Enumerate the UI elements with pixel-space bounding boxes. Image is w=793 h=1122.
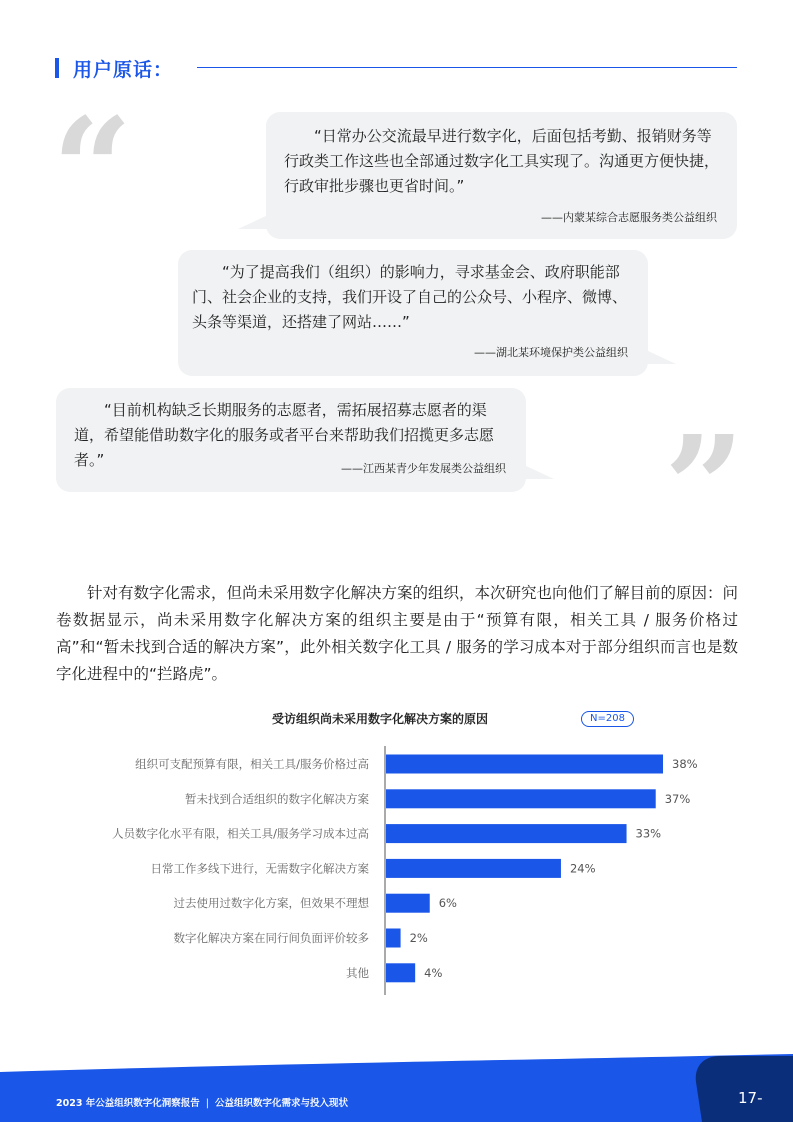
quote-source: ——江西某青少年发展类公益组织 xyxy=(341,462,506,475)
value-label: 4% xyxy=(424,965,443,980)
heading-divider xyxy=(197,67,737,68)
quote-bubble xyxy=(56,388,526,492)
footer-chapter: 公益组织数字化需求与投入现状 xyxy=(214,1098,348,1109)
open-quote-icon: “ xyxy=(52,88,133,252)
quote-text: “日常办公交流最早进行数字化，后面包括考勤、报销财务等行政类工作这些也全部通过数字化工具实现了。沟通更方便快捷，行政审批步骤也更省时间。” xyxy=(284,127,720,195)
value-label: 38% xyxy=(672,757,698,771)
section-heading xyxy=(55,56,173,80)
category-label: 数字化解决方案在同行间负面评价较多 xyxy=(173,931,369,945)
category-label: 暂未找到合适组织的数字化解决方案 xyxy=(185,791,369,806)
footer-caption xyxy=(56,1095,348,1109)
footer-separator: | xyxy=(205,1098,209,1109)
value-label: 37% xyxy=(664,791,691,806)
bar xyxy=(386,963,415,982)
footer-band xyxy=(0,1050,793,1122)
body-paragraph: 针对有数字化需求，但尚未采用数字化解决方案的组织，本次研究也向他们了解目前的原因：问卷数据显示，尚未采用数字化解决方案的组织主要是由于“预算有限，相关工具 / 服务价格过高”和“暂未找到合适的解决方案”，此外相关数字化工具 / 服务的学习成本对于部分组织而言也是数字化进程中的“拦路虎”。 xyxy=(56,584,739,683)
chart-title: 受访组织尚未采用数字化解决方案的原因 xyxy=(271,712,488,726)
quote-text: “为了提高我们（组织）的影响力，寻求基金会、政府职能部门、社会企业的支持，我们开设了自己的公众号、小程序、微博、头条等渠道，还搭建了网站……” xyxy=(192,263,628,331)
bubble-tail xyxy=(646,350,676,364)
bar xyxy=(386,824,627,843)
category-label: 日常工作多线下进行，无需数字化解决方案 xyxy=(150,861,369,876)
close-quote-icon: ” xyxy=(664,406,745,570)
section-title: 用户原话： xyxy=(73,58,174,81)
quote-bubble xyxy=(266,112,737,239)
category-label: 过去使用过数字化方案，但效果不理想 xyxy=(173,896,369,911)
bar xyxy=(386,789,656,808)
sample-size-badge: N=208 xyxy=(581,711,634,727)
bar-chart xyxy=(0,740,793,1000)
value-label: 6% xyxy=(438,896,457,911)
footer-report-title: 2023 年公益组织数字化洞察报告 xyxy=(56,1098,200,1109)
page-number: 17- xyxy=(738,1089,763,1107)
bar xyxy=(386,859,561,878)
value-label: 24% xyxy=(569,861,596,876)
heading-accent-bar xyxy=(55,58,59,78)
bar xyxy=(386,755,663,774)
value-label: 33% xyxy=(635,826,662,841)
value-label: 2% xyxy=(409,931,428,945)
category-label: 其他 xyxy=(346,965,369,980)
bar xyxy=(386,929,401,948)
bubble-tail xyxy=(524,465,554,479)
quote-source: ——内蒙某综合志愿服务类公益组织 xyxy=(541,211,717,224)
bubble-tail xyxy=(238,215,268,229)
category-label: 人员数字化水平有限，相关工具/服务学习成本过高 xyxy=(112,826,369,841)
quote-source: ——湖北某环境保护类公益组织 xyxy=(474,346,628,359)
category-label: 组织可支配预算有限，相关工具/服务价格过高 xyxy=(135,757,369,771)
bar xyxy=(386,894,430,913)
quote-bubble xyxy=(178,250,648,376)
quote-text: “目前机构缺乏长期服务的志愿者，需拓展招募志愿者的渠道，希望能借助数字化的服务或者平台来帮助我们招揽更多志愿者。” xyxy=(74,401,495,469)
